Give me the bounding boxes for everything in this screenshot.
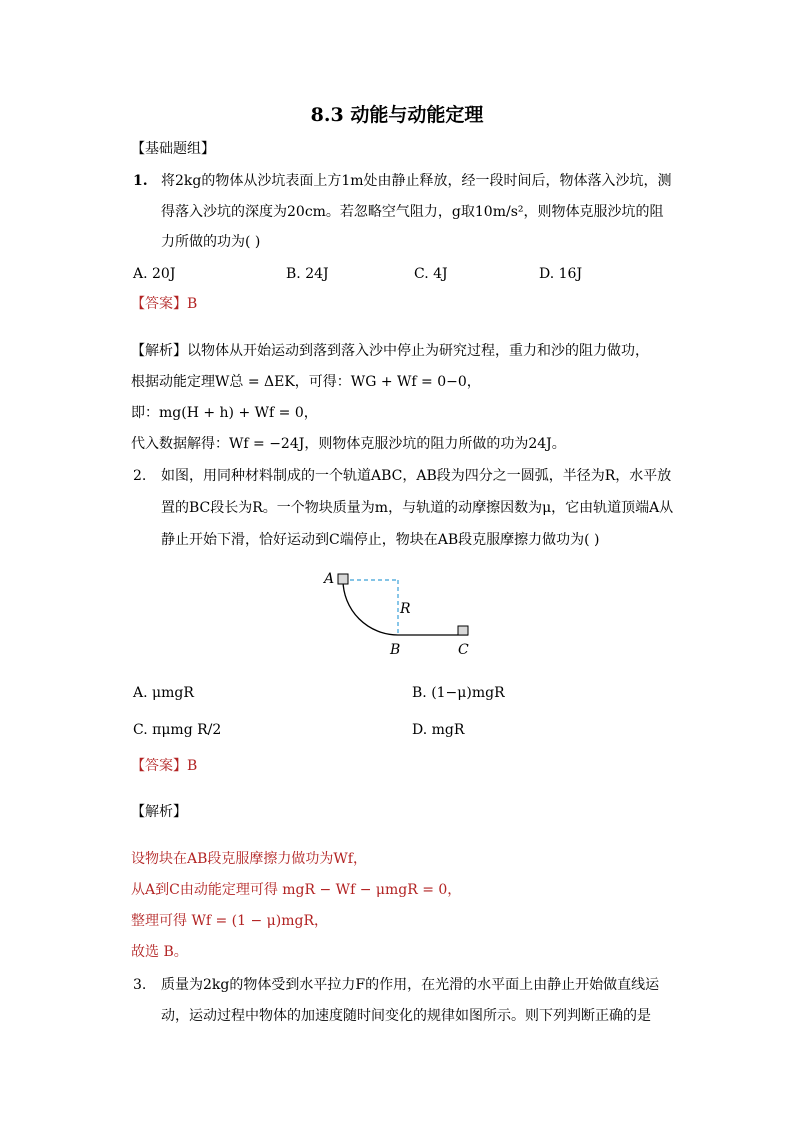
q2-option-b: B. (1−μ)mgR [412,685,505,701]
q2-line-2: 置的BC段长为R。一个物块质量为m，与轨道的动摩擦因数为μ，它由轨道顶端A从 [161,500,674,516]
q2-option-d: D. mgR [412,722,465,738]
q2-analysis-line-3: 整理可得 Wf = (1 − μ)mgR， [131,913,328,929]
track-arc-ab [343,580,398,635]
page-title: 8.3 动能与动能定理 [310,104,484,126]
q2-option-a: A. μmgR [133,685,194,701]
q1-option-d: D. 16J [539,266,583,282]
q2-analysis-line-4: 故选 B。 [131,944,188,960]
label-r: R [400,601,411,617]
q2-answer: 【答案】B [131,758,198,774]
block-at-a [338,574,348,584]
section-heading: 【基础题组】 [131,141,215,157]
q3-number: 3. [133,977,147,993]
q1-line-2: 得落入沙坑的深度为20cm。若忽略空气阻力，g取10m/s²，则物体克服沙坑的阻 [161,204,664,220]
label-b: B [390,642,401,658]
q2-number: 2. [133,468,147,484]
q2-analysis-line-2: 从A到C由动能定理可得 mgR − Wf − μmgR = 0， [131,882,462,898]
q1-number: 1. [133,173,148,189]
q1-analysis-line-3: 即：mg(H + h) + Wf = 0， [131,405,318,421]
q1-answer: 【答案】B [131,296,198,312]
q3-line-2: 动，运动过程中物体的加速度随时间变化的规律如图所示。则下列判断正确的是 [161,1008,651,1024]
q1-option-c: C. 4J [414,266,448,282]
label-c: C [458,642,469,658]
q2-line-1: 如图，用同种材料制成的一个轨道ABC，AB段为四分之一圆弧，半径为R，水平放 [161,468,672,484]
q2-analysis-title: 【解析】 [131,804,187,820]
q3-line-1: 质量为2kg的物体受到水平拉力F的作用，在光滑的水平面上由静止开始做直线运 [161,977,660,993]
q1-analysis-line-4: 代入数据解得：Wf = −24J，则物体克服沙坑的阻力所做的功为24J。 [131,436,566,452]
track-diagram [318,568,483,660]
q1-line-3: 力所做的功为( ) [161,234,261,250]
q2-analysis-line-1: 设物块在AB段克服摩擦力做功为Wf， [131,851,367,867]
q1-option-a: A. 20J [133,266,176,282]
q1-option-b: B. 24J [286,266,329,282]
q1-line-1: 将2kg的物体从沙坑表面上方1m处由静止释放，经一段时间后，物体落入沙坑，测 [161,173,672,189]
block-at-c [458,626,468,635]
q2-option-c: C. πμmg R/2 [133,722,222,738]
q1-analysis-line-1: 【解析】以物体从开始运动到落到落入沙中停止为研究过程，重力和沙的阻力做功， [131,343,649,359]
label-a: A [324,571,335,587]
q1-analysis-line-2: 根据动能定理W总 = ΔEK，可得：WG + Wf = 0−0， [131,374,481,390]
q2-line-3: 静止开始下滑，恰好运动到C端停止，物块在AB段克服摩擦力做功为( ) [161,532,600,548]
